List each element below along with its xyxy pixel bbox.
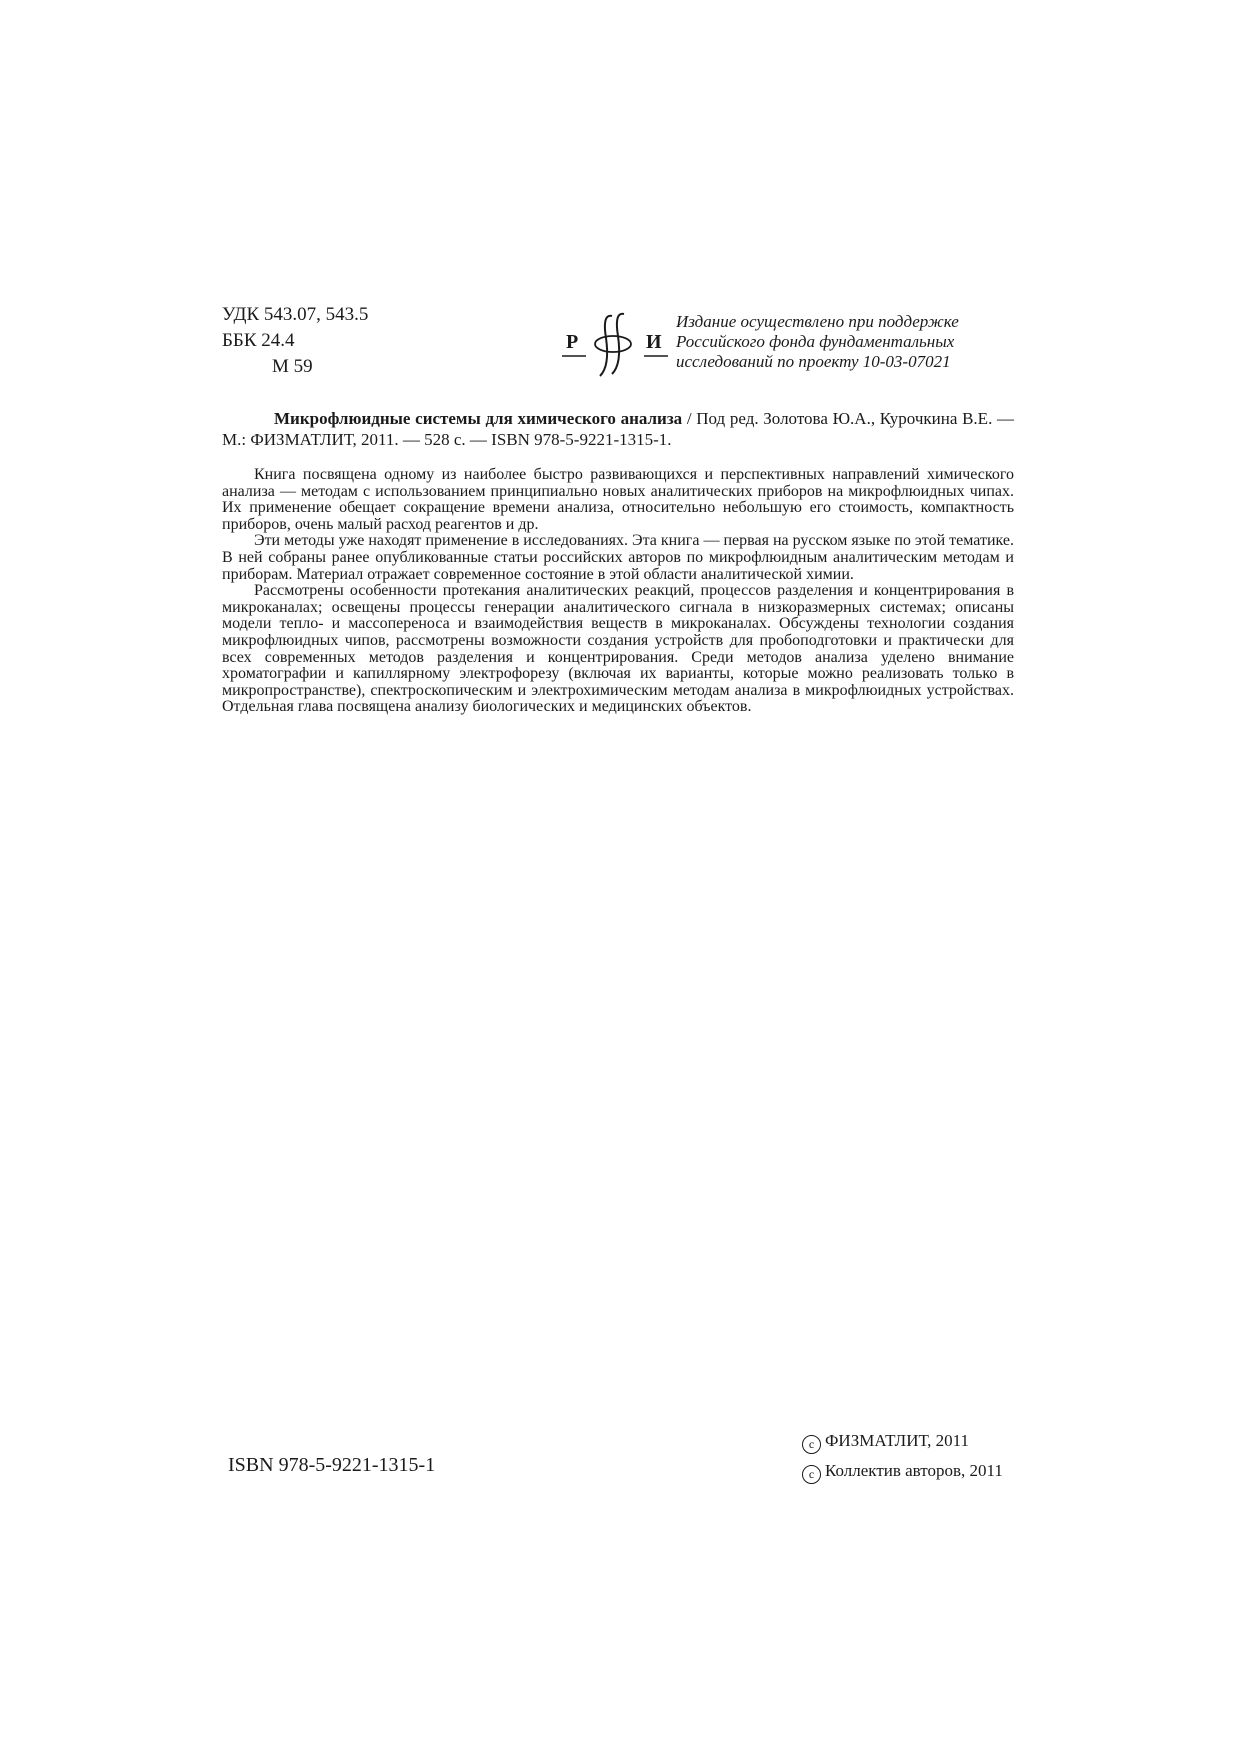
rffi-logo-icon [560,308,672,382]
book-title: Микрофлюидные системы для химического анализа [274,409,683,428]
copyright-authors: Коллектив авторов, 2011 [825,1461,1003,1480]
classification-block [222,302,368,380]
copyright-line-publisher [802,1426,1003,1456]
copyright-icon: c [802,1435,821,1454]
rffi-text-line-1: Издание осуществлено при поддержке [676,312,959,331]
rffi-support-notice [560,308,1020,382]
copyright-line-authors [802,1456,1003,1486]
author-mark: М 59 [272,356,313,377]
rffi-text-line-2: Российского фонда фундаментальных [676,332,955,351]
rffi-logo-letter-i: И [646,331,662,353]
bbk-code: ББК 24.4 [222,330,295,351]
copyright-publisher: ФИЗМАТЛИТ, 2011 [825,1431,970,1450]
udc-code: УДК 543.07, 543.5 [222,304,369,325]
copyright-block [802,1426,1003,1486]
rffi-text-line-3: исследований по проекту 10-03-07021 [676,352,951,371]
abstract-paragraph-1: Книга посвящена одному из наиболее быстро развивающихся и перспективных направлений химического анализа — методам с использованием принципиально новых аналитических приборов на микрофлюидных чипах. Их применение обещает сокращение времени анализа, относительно небольшую его стоимость, компактность приборов, очень малый расход реагентов и др. [222,466,1014,533]
bibliographic-citation [222,408,1014,450]
isbn: ISBN 978-5-9221-1315-1 [228,1454,436,1476]
rffi-logo-letter-r: Р [566,331,579,353]
citation-details: / Под ред. Золотова Ю.А., Курочкина В.Е. — М.: ФИЗМАТЛИТ, 2011. — 528 с. — ISBN 978-5-9221-1315-1. [222,409,1014,449]
copyright-icon: c [802,1465,821,1484]
abstract-paragraph-3: Рассмотрены особенности протекания аналитических реакций, процессов разделения и концентрирования в микроканалах; освещены процессы генерации аналитического сигнала в низкоразмерных системах; описаны модели тепло- и массопереноса и взаимодействия веществ в микроканалах. Обсуждены технологии создания микрофлюидных чипов, рассмотрены возможности создания устройств для пробоподготовки и практически для всех современных методов разделения и концентрирования. Среди методов анализа уделено внимание хроматографии и капиллярному электрофорезу (включая их варианты, которые можно реализовать только в микропространстве), спектроскопическим и электрохимическим методам анализа в микрофлюидных устройствах. Отдельная глава посвящена анализу биологических и медицинских объектов. [222,582,1014,716]
abstract [222,467,1014,716]
abstract-paragraph-2: Эти методы уже находят применение в исследованиях. Эта книга — первая на русском языке по этой тематике. В ней собраны ранее опубликованные статьи российских авторов по микрофлюидным аналитическим методам и приборам. Материал отражает современное состояние в этой области аналитической химии. [222,532,1014,583]
